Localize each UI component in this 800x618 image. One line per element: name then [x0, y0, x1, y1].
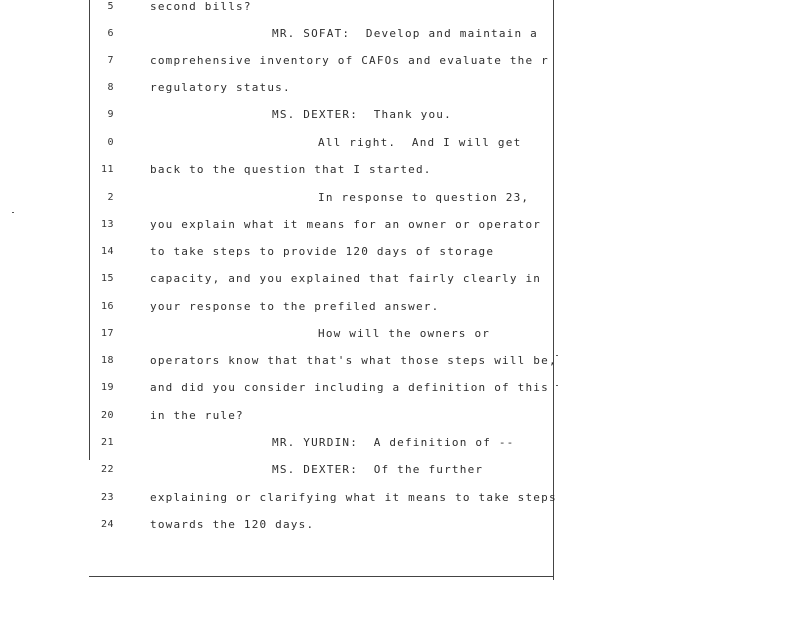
line-text: to take steps to provide 120 days of storage [150, 245, 495, 258]
transcript-line [0, 160, 553, 180]
line-text: MS. DEXTER: Of the further [272, 463, 484, 476]
line-text: towards the 120 days. [150, 518, 315, 531]
line-text: How will the owners or [318, 327, 491, 340]
line-number: 11 [100, 164, 114, 175]
transcript-line [0, 105, 553, 125]
transcript-line [0, 406, 553, 426]
line-number: 17 [100, 328, 114, 339]
line-number: 13 [100, 219, 114, 230]
scan-speck [556, 385, 558, 386]
line-text: capacity, and you explained that fairly clearly in [150, 272, 542, 285]
transcript-line [0, 378, 553, 398]
line-number: 8 [107, 82, 114, 93]
scan-speck [12, 212, 14, 213]
transcript-line [0, 188, 553, 208]
line-text: second bills? [150, 0, 252, 13]
transcript-line [0, 433, 553, 453]
line-text: operators know that that's what those steps will be, [150, 354, 557, 367]
line-number: 19 [100, 382, 114, 393]
line-text: explaining or clarifying what it means to take steps [150, 491, 557, 504]
line-text: back to the question that I started. [150, 163, 432, 176]
line-number: 0 [107, 137, 114, 148]
line-text: MR. YURDIN: A definition of -- [272, 436, 515, 449]
transcript-line [0, 78, 553, 98]
line-number: 14 [100, 246, 114, 257]
line-number: 2 [107, 192, 114, 203]
line-text: All right. And I will get [318, 136, 522, 149]
transcript-line [0, 488, 557, 508]
transcript-line [0, 215, 553, 235]
line-number: 7 [107, 55, 114, 66]
line-text: In response to question 23, [318, 191, 530, 204]
line-number: 23 [100, 492, 114, 503]
transcript-line [0, 460, 553, 480]
line-number: 18 [100, 355, 114, 366]
line-number: 21 [100, 437, 114, 448]
line-number: 24 [100, 519, 114, 530]
bottom-rule [89, 576, 554, 577]
line-number: 22 [100, 464, 114, 475]
transcript-line [0, 351, 557, 371]
line-number: 16 [100, 301, 114, 312]
transcript-line [0, 242, 553, 262]
line-number: 20 [100, 410, 114, 421]
line-text: your response to the prefiled answer. [150, 300, 440, 313]
transcript-line [0, 515, 553, 535]
transcript-line [0, 24, 553, 44]
line-number: 15 [100, 273, 114, 284]
line-text: comprehensive inventory of CAFOs and evaluate the r [150, 54, 549, 67]
line-text: you explain what it means for an owner or operator [150, 218, 542, 231]
line-text: MS. DEXTER: Thank you. [272, 108, 452, 121]
line-number: 9 [107, 109, 114, 120]
line-text: and did you consider including a definition of this [150, 381, 549, 394]
transcript-line [0, 51, 553, 71]
line-number: 6 [107, 28, 114, 39]
line-text: regulatory status. [150, 81, 291, 94]
transcript-line [0, 133, 553, 153]
line-text: in the rule? [150, 409, 244, 422]
line-number: 5 [107, 1, 114, 12]
transcript-line [0, 324, 553, 344]
transcript-line [0, 297, 553, 317]
transcript-line [0, 269, 553, 289]
line-text: MR. SOFAT: Develop and maintain a [272, 27, 538, 40]
transcript-line [0, 0, 553, 17]
